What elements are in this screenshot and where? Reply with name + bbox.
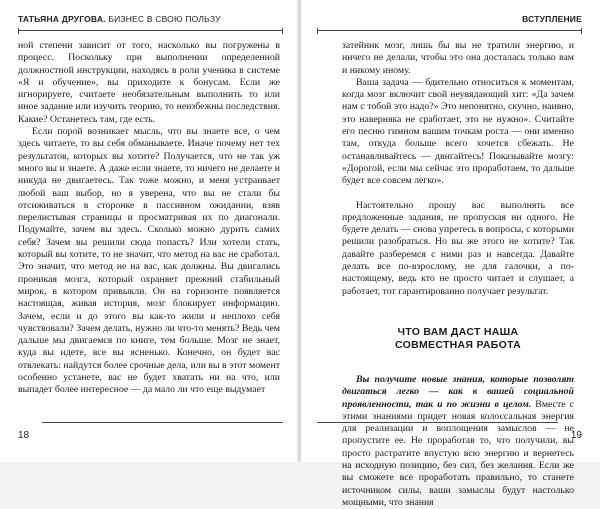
rule-tick	[581, 28, 582, 34]
right-page-body	[342, 40, 574, 509]
running-head-author: ТАТЬЯНА ДРУГОВА.	[18, 14, 106, 24]
section-heading-line: ЧТО ВАМ ДАСТ НАША	[397, 325, 519, 338]
rule-tick	[282, 28, 283, 34]
running-head-left	[18, 14, 221, 24]
right-page	[301, 0, 600, 508]
section-heading	[342, 326, 574, 352]
paragraph: затейник мозг, лишь бы вы не тратили энергию, и ничего не делали, чтобы это она досталась только вам и никому иному.	[342, 40, 574, 76]
footer-rule-left	[42, 422, 283, 423]
page-number-left: 18	[18, 430, 30, 441]
paragraph: Настоятельно прошу вас выполнять все предложенные задания, не пропуская ни одного. Не будете делать — снова упретесь в вопросы, с которыми решили разобраться. Но вы же этого не хотите? Так давайте разберемся с ними раз и навсегда. Давайте делать все по-взрослому, не для галочки, а по-настоящему, ведь кто не просто читает и слушает, а работает, тот гарантированно получает результат.	[342, 199, 574, 297]
page-number-right: 19	[570, 430, 582, 441]
header-rule-right	[317, 30, 582, 31]
rule-tick	[18, 28, 19, 34]
lead-emphasis: Вы получите новые знания, которые позволят двигаться легко — как в вашей социальной проявленности, так и по жизни в целом.	[342, 373, 574, 410]
lead-continuation: Вместе с этими знаниями придет новая колоссальная энергия для реализации и воплощения замыслов — не пропустите ее. Не проработав то, что получили, вы просто растратите впустую всю энергию и вернетесь на исходную позицию, без сил, без желания. Если же вы сможете все проработать правильно, то станете источником силы, ваши замыслы будут настолько мощными, что знания	[342, 398, 574, 508]
paragraph: Если порой возникает мысль, что вы знаете все, о чем здесь читаете, то вы себя обманываете. Иначе почему нет тех результатов, которых вы хотите? Получается, что не так уж много вы и знаете. А даже если знаете, то ничего не делаете и никуда не двигаетесь. Так тоже можно, и меня устраивает любой ваш выбор, но я уверена, что вы не стали бы отсиживаться в сторонке в пассивном ожидании, взяв перелистывая страницы и просматривая их по диагонали. Подумайте, зачем вы здесь. Сколько можно дурить самих себя? Зачем вы решили сюда попасть? Или хотели стать, который вы хотите, то не значит, что метод на вас не сработал. Это значит, что метод не на вас, как должны. Вы двигались проникая мозга, который охраняет прежний стабильный мирок, в котором привыкли. Он на горизонте появляется настоящая, живая история, мозг блокирует информацию. Зачем, если и до этого вы как-то жили и неплохо себя чувствовали? Зачем делать, нужно ли что-то менять? Ведь чем дальше мы двигаемся по книге, тем больше. Мозг не знает, куда вы идете, все вы ясненько. Конечно, он будет вас отвлекать: найдутся более срочные дела, или вы в этот момент особенно устанете, вас не будет хватать ни на что, или выпадет более интересное — да мало ли что еще выдумает	[18, 126, 280, 396]
running-head-book-title: БИЗНЕС В СВОЮ ПОЛЬЗУ	[108, 14, 221, 24]
rule-tick	[317, 28, 318, 34]
section-heading-line: СОВМЕСТНАЯ РАБОТА	[395, 338, 521, 351]
paragraph: Ваша задача — бдительно относиться к моментам, когда мозг включит свой неувядающий хит: «Да зачем нам с тобой это надо?» Это непонятно, скучно, наивно, это наверняка не сработает, это не нужно». Считайте его песню гимном вашим точкам роста — они именно там, откуда больше всего хочется сбежать. Не останавливайтесь — двигайтесь! Показывайте мозгу: «Дорогой, если мы сейчас это проработаем, то дальше будет все совсем легко».	[342, 76, 574, 187]
lead-paragraph	[342, 374, 574, 509]
left-page	[0, 0, 299, 462]
paragraph: ной степени зависит от того, насколько вы погружены в процесс. Поскольку при выполнении определенной должностной инструкции, находясь в роли ученика в системе «Я и обучение», вы приходите к бонусам. Если же игнорируете, считаете необязательным выполнить то или иное задание или изучить теорию, то неизбежны последствия. Какие? Останетесь там, где есть.	[18, 40, 280, 125]
footer-rule-right	[317, 422, 558, 423]
left-page-body	[18, 40, 280, 397]
header-rule-left	[18, 30, 283, 31]
running-head-right: ВСТУПЛЕНИЕ	[522, 14, 582, 24]
